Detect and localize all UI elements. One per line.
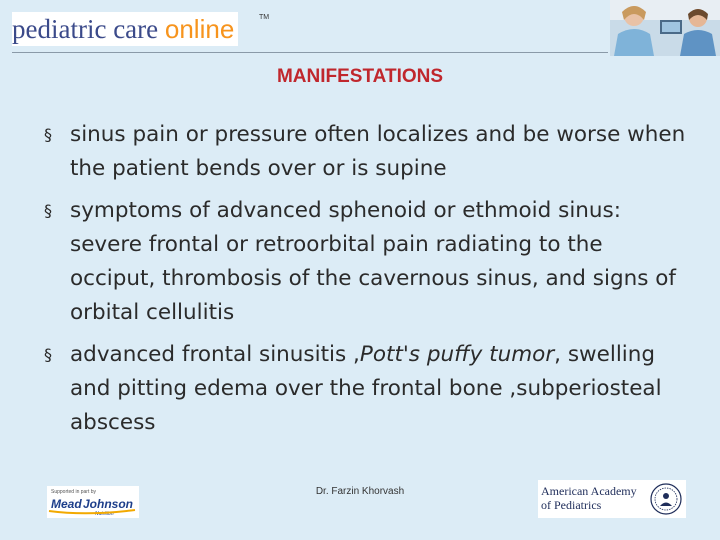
list-item <box>44 194 694 330</box>
supporter-name-nutrition: Nutrition <box>95 511 114 517</box>
bullet-text-italic: Pott's puffy tumor <box>359 342 555 367</box>
aap-line-2: of Pediatrics <box>541 498 602 512</box>
supporter-name-johnson: Johnson <box>83 497 133 511</box>
supporter-label: Supported in part by <box>51 489 97 495</box>
bullet-text-before: advanced frontal sinusitis , <box>70 342 360 367</box>
trademark-mark: TM <box>259 14 270 21</box>
header-divider <box>12 52 608 53</box>
presenter-credit: Dr. Farzin Khorvash <box>315 486 405 497</box>
bullet-text: sinus pain or pressure often localizes and be worse when the patient bends over or is supine <box>70 122 686 181</box>
header-photo-image <box>610 0 720 56</box>
aap-line-1: American Academy <box>541 484 637 498</box>
square-bullet-icon: § <box>44 201 52 220</box>
square-bullet-icon: § <box>44 345 52 364</box>
aap-seal-icon <box>650 483 682 515</box>
aap-logo <box>538 480 686 518</box>
aap-name <box>541 484 637 512</box>
pediatric-care-online-logo <box>12 12 238 46</box>
bullet-text-after: , swelling and pitting edema over the frontal bone ,subperiosteal abscess <box>70 342 662 435</box>
brand-text-part2: online <box>164 14 235 44</box>
slide-title: MANIFESTATIONS <box>276 66 444 87</box>
supporter-name-mead: Mead <box>51 497 82 511</box>
brand-text-part1: pediatric care <box>12 14 165 44</box>
bullet-text: symptoms of advanced sphenoid or ethmoid sinus: severe frontal or retroorbital pain radiating to the occiput, thrombosis of the cavernous sinus, and signs of orbital cellulitis <box>70 198 676 325</box>
list-item <box>44 338 694 440</box>
square-bullet-icon: § <box>44 125 52 144</box>
bullet-list <box>44 118 694 448</box>
header <box>0 0 720 58</box>
list-item <box>44 118 694 186</box>
